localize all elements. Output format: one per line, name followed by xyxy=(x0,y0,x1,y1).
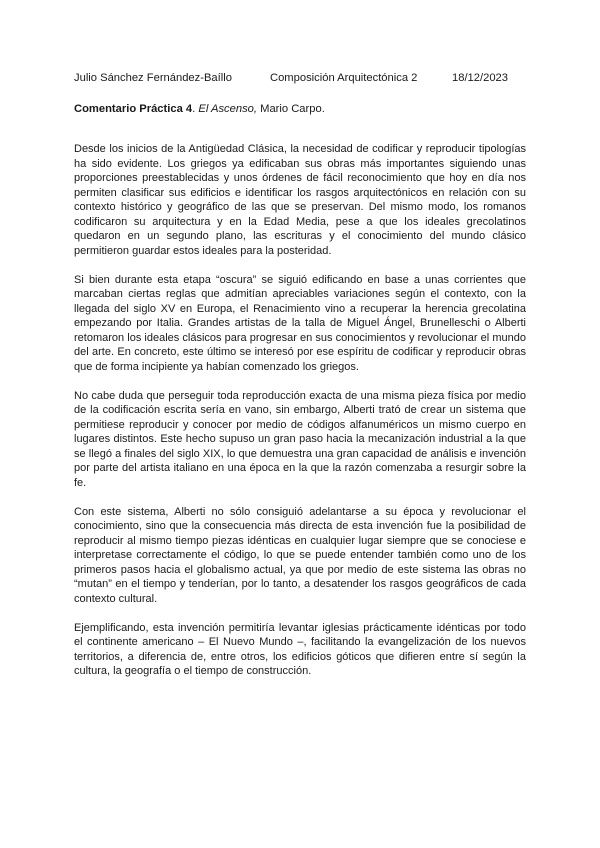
paragraph: Si bien durante esta etapa “oscura” se siguió edificando en base a unas corrientes que marcaban ciertas reglas que admitían apreciables variaciones según el contexto, con la llegada del siglo XV en Europa, el Renacimiento vino a recuperar la herencia grecolatina empezando por Italia. Grandes artistas de la talla de Miguel Ángel, Brunelleschi o Alberti retomaron los ideales clásicos para progresar en sus conocimientos y revolucionar el mundo del arte. En concreto, este último se interesó por ese espíritu de codificar y reproducir obras que de forma incipiente ya habían comenzado los griegos. xyxy=(74,273,526,373)
header-author: Julio Sánchez Fernández-Baíllo xyxy=(74,72,232,84)
paragraph: Con este sistema, Alberti no sólo consiguió adelantarse a su época y revolucionar el conocimiento, sino que la consecuencia más directa de esta invención fue la posibilidad de reproducir al mismo tiempo piezas idénticas en cualquier lugar siempre que se conociese e interpretase correctamente el código, lo que se puede entender también como uno de los primeros pasos hacia el globalismo actual, ya que por medio de este sistema las obras no “mutan” en el tiempo y tenderían, por lo tanto, a desatender los rasgos geográficos de cada contexto cultural. xyxy=(74,505,526,605)
header-course: Composición Arquitectónica 2 xyxy=(270,72,418,84)
document-header xyxy=(74,72,534,88)
paragraph: Ejemplificando, esta invención permitiría levantar iglesias prácticamente idénticas por todo el continente americano – El Nuevo Mundo –, facilitando la evangelización de los nuevos territorios, a diferencia de, entre otros, los edificios góticos que difieren entre sí según la cultura, la geografía o el tiempo de construcción. xyxy=(74,621,526,678)
paragraph: No cabe duda que perseguir toda reproducción exacta de una misma pieza física por medio de la codificación escrita sería en vano, sin embargo, Alberti trató de crear un sistema que permitiese reproducir y conocer por medio de códigos alfanuméricos un mismo cuerpo en lugares distintos. Este hecho supuso un gran paso hacia la mecanización industrial a la que se llegó a finales del siglo XIX, lo que demuestra una gran capacidad de análisis e invención por parte del artista italiano en una época en la que la razón comenzaba a resurgir sobre la fe. xyxy=(74,389,526,489)
title-author: Mario Carpo. xyxy=(257,103,325,115)
title-separator: . xyxy=(192,103,199,115)
document-title xyxy=(74,103,534,115)
title-label: Comentario Práctica 4 xyxy=(74,103,193,115)
title-work: El Ascenso, xyxy=(198,103,258,115)
paragraph: Desde los inicios de la Antigüedad Clásica, la necesidad de codificar y reproducir tipologías ha sido evidente. Los griegos ya edificaban sus obras más importantes siguiendo unas proporciones preestablecidas y unos órdenes de fácil reconocimiento que hoy en día nos permiten clasificar sus edificios e identificar los rasgos arquitectónicos en relación con su contexto histórico y geográfico de las que se preservan. Del mismo modo, los romanos codificaron su arquitectura y en la Edad Media, pese a que los ideales grecolatinos quedaron en un segundo plano, las escrituras y el conocimiento del mundo clásico permitieron guardar estos ideales para la posteridad. xyxy=(74,143,526,257)
document-body xyxy=(74,142,526,693)
header-date: 18/12/2023 xyxy=(452,72,508,84)
